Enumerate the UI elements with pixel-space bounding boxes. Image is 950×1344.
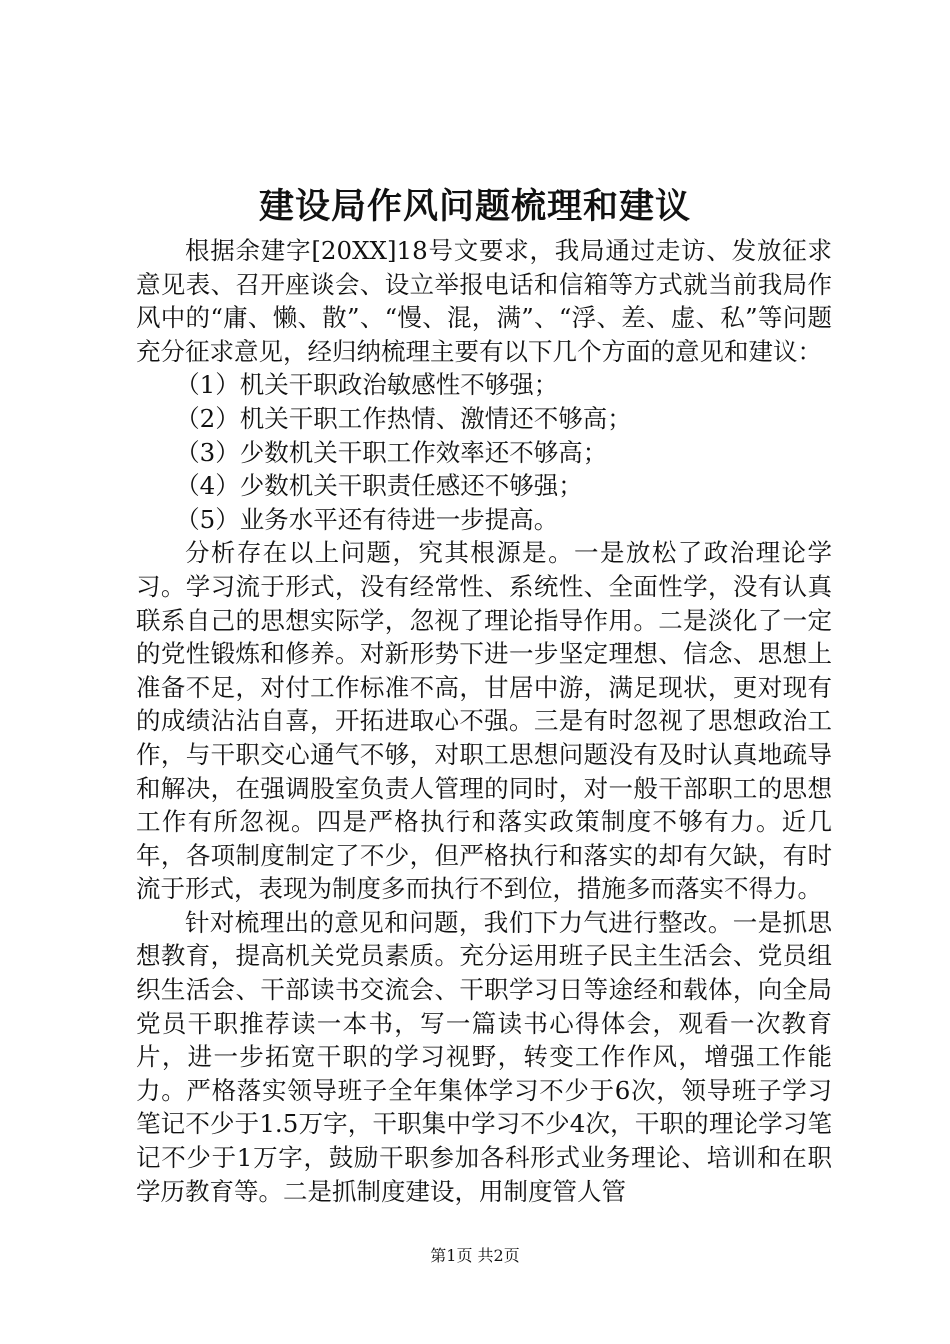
list-item: （2）机关干职工作热情、激情还不够高； xyxy=(175,403,632,433)
paragraph-measures: 针对梳理出的意见和问题，我们下力气进行整改。一是抓思想教育，提高机关党员素质。充分运用班子民主生活会、党员组织生活会、干部读书交流会、干职学习日等途经和载体，向全局党员干职推荐读一本书，写一篇读书心得体会，观看一次教育片，进一步拓宽干职的学习视野，转变工作作风，增强工作能力。严格落实领导班子全年集体学习不少于6次，领导班子学习笔记不少于1.5万字，干职集中学习不少4次，干职的理论学习笔记不少于1万字，鼓励干职参加各科形式业务理论、培训和在职学历教育等。二是抓制度建设，用制度管人管 xyxy=(136,907,832,1206)
list-item: （5）业务水平还有待进一步提高。 xyxy=(175,504,559,534)
list-item: （3）少数机关干职工作效率还不够高； xyxy=(175,437,608,467)
document-title: 建设局作风问题梳理和建议 xyxy=(258,186,691,227)
document-body xyxy=(136,234,832,1208)
page-number: 第1页 共2页 xyxy=(430,1246,520,1265)
paragraph-analysis: 分析存在以上问题，究其根源是。一是放松了政治理论学习。学习流于形式，没有经常性、系统性、全面性学，没有认真联系自己的思想实际学，忽视了理论指导作用。二是淡化了一定的党性锻炼和修养。对新形势下进一步坚定理想、信念、思想上准备不足，对付工作标准不高，甘居中游，满足现状，更对现有的成绩沾沾自喜，开拓进取心不强。三是有时忽视了思想政治工作，与干职交心通气不够，对职工思想问题没有及时认真地疏导和解决，在强调股室负责人管理的同时，对一般干部职工的思想工作有所忽视。四是严格执行和落实政策制度不够有力。近几年，各项制度制定了不少，但严格执行和落实的却有欠缺，有时流于形式，表现为制度多而执行不到位，措施多而落实不得力。 xyxy=(136,538,832,904)
list-item: （1）机关干职政治敏感性不够强； xyxy=(175,370,559,400)
list-item: （4）少数机关干职责任感还不够强； xyxy=(175,471,583,501)
paragraph-intro: 根据余建字[20XX]18号文要求，我局通过走访、发放征求意见表、召开座谈会、设立举报电话和信箱等方式就当前我局作风中的“庸、懒、散”、“慢、混，满”、“浮、差、虚、私”等问题充分征求意见，经归纳梳理主要有以下几个方面的意见和建议： xyxy=(136,236,832,366)
